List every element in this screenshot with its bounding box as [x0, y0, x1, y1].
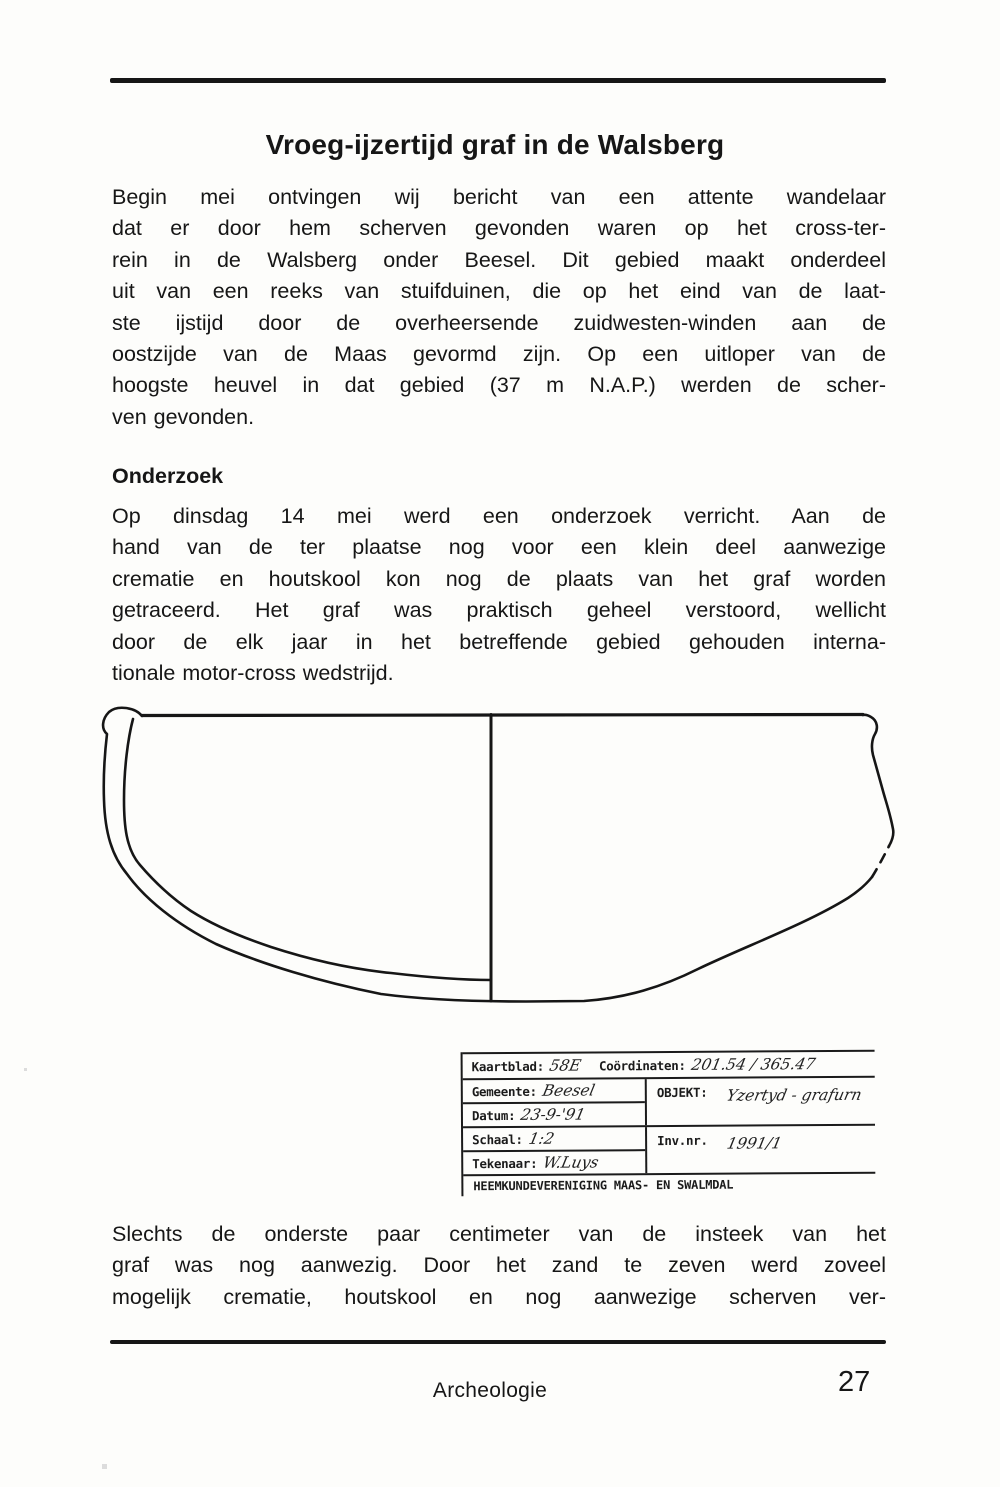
intro-line: rein in de Walsberg onder Beesel. Dit gebied maakt onderdeel [112, 247, 886, 272]
vessel-outer-profile [103, 708, 872, 1002]
vessel-inner-wall [124, 719, 491, 980]
intro-line: Begin mei ontvingen wij bericht van een attente wandelaar [112, 185, 886, 209]
scan-speck [102, 1464, 107, 1469]
scan-speck [24, 1068, 27, 1071]
record-section-1 [463, 1078, 875, 1129]
onderzoek-line: door de elk jaar in het betreffende gebied gehouden interna- [112, 629, 886, 654]
kaartblad-value: 58E [548, 1056, 583, 1075]
record-card [461, 1050, 876, 1197]
intro-line: dat er door hem scherven gevonden waren op het cross-ter- [112, 216, 886, 241]
onderzoek-line: hand van de ter plaatse nog voor een klein deel aanwezige [112, 535, 886, 560]
intro-line: ste ijstijd door de overheersende zuidwesten-winden aan de [112, 310, 886, 335]
record-section-2 [463, 1126, 875, 1177]
closing-line: mogelijk crematie, houtskool en nog aanwezige scherven ver- [112, 1284, 886, 1309]
intro-line: oostzijde van de Maas gevormd zijn. Op een uitloper van de [112, 342, 886, 367]
record-organization-row [463, 1174, 875, 1197]
onderzoek-paragraph [112, 501, 886, 689]
onderzoek-line: crematie en houtskool kon nog de plaats van het graf worden [112, 566, 886, 591]
vessel-rim-line [142, 715, 863, 716]
article-title: Vroeg-ijzertijd graf in de Walsberg [265, 128, 725, 160]
record-row-datum [463, 1103, 645, 1126]
onderzoek-line: tionale motor-cross wedstrijd. [112, 661, 394, 686]
vessel-right-rim [863, 715, 893, 846]
closing-line: graf was nog aanwezig. Door het zand te zeven werd zoveel [112, 1253, 886, 1278]
tekenaar-value: W.Luys [541, 1153, 601, 1172]
gemeente-label: Gemeente: [471, 1083, 537, 1099]
organization-name: HEEMKUNDEVERENIGING MAAS- EN SWALMDAL [473, 1177, 734, 1194]
intro-paragraph [112, 182, 886, 433]
coordinaten-label: Coördinaten: [598, 1057, 686, 1073]
schaal-value: 1:2 [526, 1129, 556, 1148]
intro-line: hoogste heuvel in dat gebied (37 m N.A.P.) werden de scher- [112, 373, 886, 398]
urn-profile-figure [95, 703, 900, 1010]
record-row-kaartblad [463, 1050, 875, 1081]
closing-paragraph [112, 1219, 886, 1313]
onderzoek-line: Op dinsdag 14 mei werd een onderzoek verricht. Aan de [112, 504, 886, 528]
objekt-value: Yzertyd - grafurn [725, 1085, 864, 1105]
onderzoek-line: getraceerd. Het graf was praktisch geheel verstoord, wellicht [112, 598, 886, 623]
intro-line: ven gevonden. [112, 404, 255, 429]
page-number: 27 [838, 1366, 871, 1398]
record-cell-invnr [647, 1126, 875, 1173]
tekenaar-label: Tekenaar: [472, 1155, 538, 1171]
record-row-gemeente [463, 1079, 645, 1104]
invnr-label: Inv.nr. [657, 1132, 708, 1149]
record-row-schaal [463, 1127, 645, 1152]
urn-drawing-svg [95, 703, 900, 1010]
schaal-label: Schaal: [472, 1131, 523, 1147]
kaartblad-label: Kaartblad: [471, 1058, 544, 1074]
objekt-label: OBJEKT: [656, 1084, 708, 1101]
datum-label: Datum: [471, 1107, 516, 1123]
intro-line: uit van een reeks van stuifduinen, die op het eind van de laat- [112, 279, 886, 304]
coordinaten-value: 201.54 / 365.47 [689, 1055, 818, 1074]
record-row-tekenaar [463, 1151, 645, 1174]
gemeente-value: Beesel [540, 1081, 597, 1100]
journal-section-label: Archeologie [432, 1379, 548, 1402]
top-rule [110, 78, 886, 83]
record-cell-objekt [647, 1078, 875, 1125]
vessel-dashed-profile [872, 846, 889, 877]
invnr-value: 1991/1 [725, 1134, 784, 1153]
bottom-rule [110, 1340, 886, 1344]
datum-value: 23-9-'91 [519, 1105, 588, 1124]
section-heading-onderzoek: Onderzoek [112, 464, 224, 488]
closing-line: Slechts de onderste paar centimeter van de insteek van het [112, 1222, 886, 1246]
